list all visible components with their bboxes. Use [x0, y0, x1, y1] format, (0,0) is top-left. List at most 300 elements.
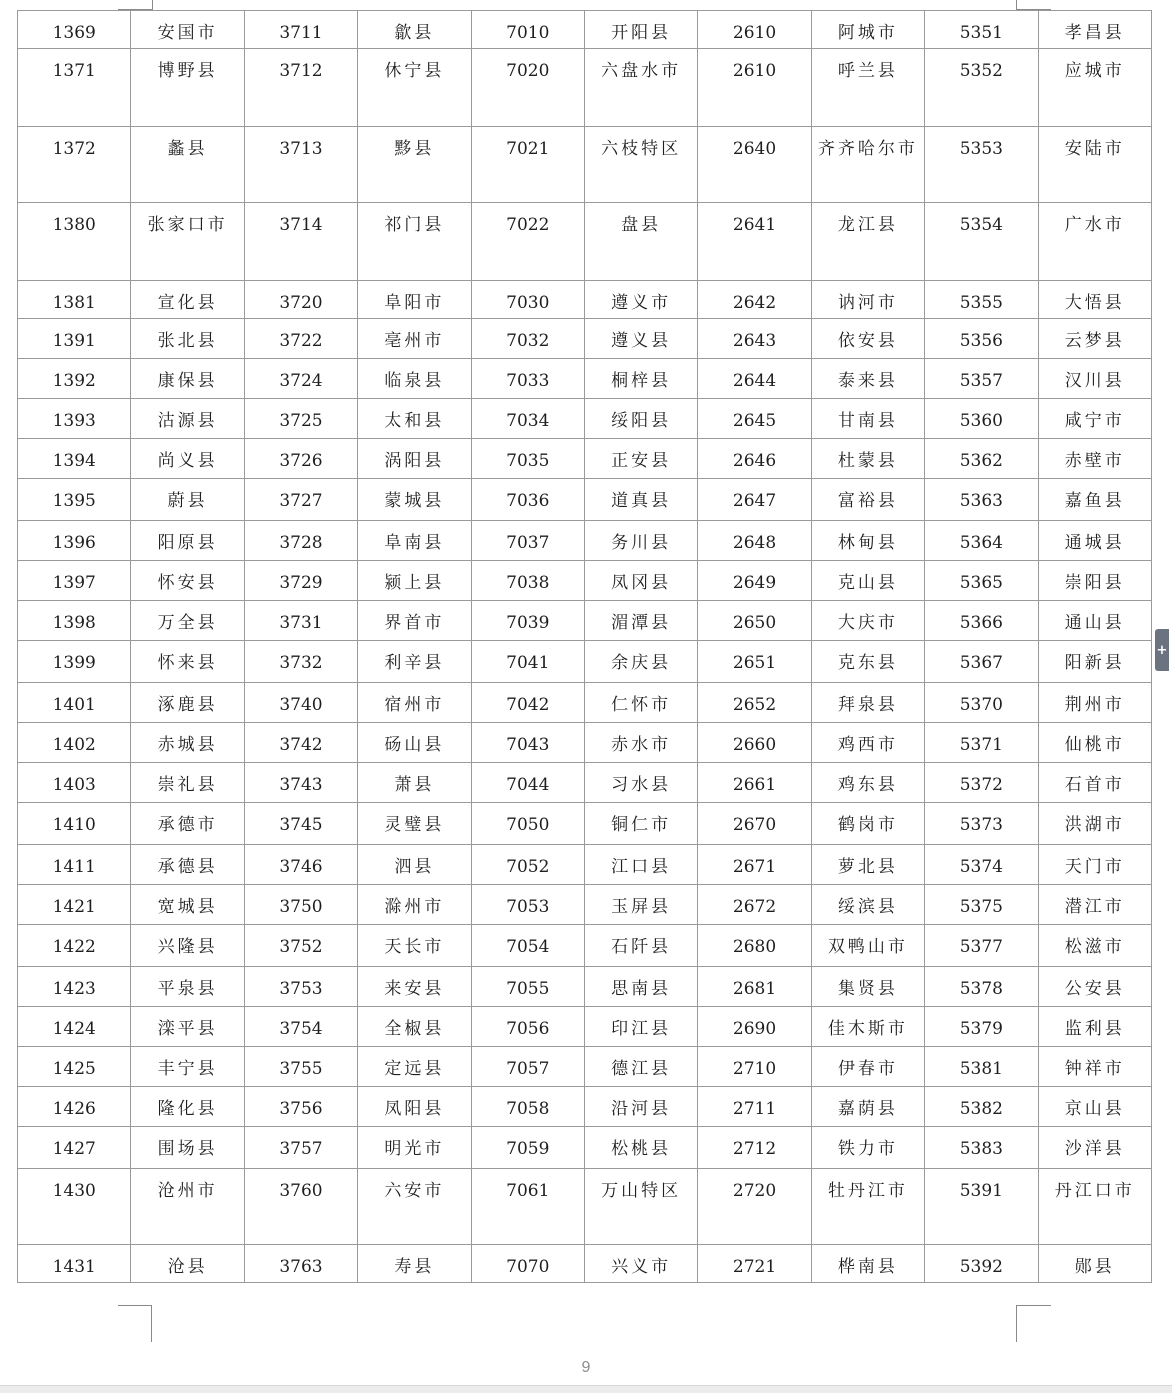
region-name-cell: 通山县	[1038, 601, 1151, 641]
region-code-cell: 2642	[698, 281, 811, 319]
table-row	[18, 641, 1152, 683]
region-name-cell: 呼兰县	[811, 49, 924, 127]
region-name-cell: 寿县	[358, 1245, 471, 1283]
region-name-cell: 仙桃市	[1038, 723, 1151, 763]
region-name-cell: 萝北县	[811, 845, 924, 885]
region-name-cell: 余庆县	[584, 641, 697, 683]
region-code-cell: 7055	[471, 967, 584, 1007]
expand-panel-button[interactable]	[1155, 629, 1169, 671]
table-row	[18, 359, 1152, 399]
table-row	[18, 1007, 1152, 1047]
region-code-cell: 3743	[244, 763, 357, 803]
region-code-cell: 2610	[698, 11, 811, 49]
region-code-cell: 2680	[698, 925, 811, 967]
region-name-cell: 赤壁市	[1038, 439, 1151, 479]
region-name-cell: 泰来县	[811, 359, 924, 399]
region-name-cell: 滦平县	[131, 1007, 244, 1047]
region-code-cell: 1422	[18, 925, 131, 967]
region-name-cell: 齐齐哈尔市	[811, 127, 924, 203]
region-name-cell: 铜仁市	[584, 803, 697, 845]
region-name-cell: 印江县	[584, 1007, 697, 1047]
region-code-cell: 1403	[18, 763, 131, 803]
region-code-cell: 2644	[698, 359, 811, 399]
table-row	[18, 885, 1152, 925]
region-code-cell: 3712	[244, 49, 357, 127]
region-name-cell: 桦南县	[811, 1245, 924, 1283]
region-name-cell: 牡丹江市	[811, 1169, 924, 1245]
region-code-cell: 1411	[18, 845, 131, 885]
region-name-cell: 涿鹿县	[131, 683, 244, 723]
region-code-cell: 7058	[471, 1087, 584, 1127]
crop-mark-top-left	[118, 0, 153, 10]
region-name-cell: 来安县	[358, 967, 471, 1007]
region-name-cell: 张家口市	[131, 203, 244, 281]
region-name-cell: 绥滨县	[811, 885, 924, 925]
region-code-cell: 5379	[925, 1007, 1038, 1047]
region-code-cell: 7043	[471, 723, 584, 763]
table-row	[18, 967, 1152, 1007]
table-row	[18, 319, 1152, 359]
region-code-cell: 5375	[925, 885, 1038, 925]
region-code-cell: 7054	[471, 925, 584, 967]
table-row	[18, 803, 1152, 845]
region-code-cell: 5354	[925, 203, 1038, 281]
region-name-cell: 盘县	[584, 203, 697, 281]
region-code-cell: 3745	[244, 803, 357, 845]
region-code-cell: 3760	[244, 1169, 357, 1245]
region-code-cell: 7042	[471, 683, 584, 723]
table-row	[18, 723, 1152, 763]
region-name-cell: 道真县	[584, 479, 697, 521]
region-name-cell: 歙县	[358, 11, 471, 49]
table-row	[18, 1245, 1152, 1283]
region-name-cell: 沙洋县	[1038, 1127, 1151, 1169]
region-name-cell: 赤城县	[131, 723, 244, 763]
region-code-cell: 3711	[244, 11, 357, 49]
region-name-cell: 利辛县	[358, 641, 471, 683]
region-code-cell: 5360	[925, 399, 1038, 439]
region-name-cell: 桐梓县	[584, 359, 697, 399]
crop-mark-top-right	[1016, 0, 1051, 10]
region-code-table	[17, 10, 1152, 1283]
region-name-cell: 万山特区	[584, 1169, 697, 1245]
region-name-cell: 遵义县	[584, 319, 697, 359]
table-row	[18, 479, 1152, 521]
region-code-cell: 3740	[244, 683, 357, 723]
region-name-cell: 鹤岗市	[811, 803, 924, 845]
region-name-cell: 康保县	[131, 359, 244, 399]
region-code-cell: 2671	[698, 845, 811, 885]
region-name-cell: 沿河县	[584, 1087, 697, 1127]
region-name-cell: 定远县	[358, 1047, 471, 1087]
region-code-cell: 5353	[925, 127, 1038, 203]
region-name-cell: 万全县	[131, 601, 244, 641]
region-name-cell: 承德市	[131, 803, 244, 845]
region-code-cell: 2646	[698, 439, 811, 479]
region-code-cell: 1421	[18, 885, 131, 925]
region-code-cell: 5364	[925, 521, 1038, 561]
region-name-cell: 克东县	[811, 641, 924, 683]
crop-mark-bottom-left	[118, 1305, 152, 1342]
region-code-cell: 1425	[18, 1047, 131, 1087]
table-row	[18, 281, 1152, 319]
table-row	[18, 1169, 1152, 1245]
region-name-cell: 围场县	[131, 1127, 244, 1169]
region-code-cell: 2720	[698, 1169, 811, 1245]
region-code-cell: 3727	[244, 479, 357, 521]
region-name-cell: 安陆市	[1038, 127, 1151, 203]
region-name-cell: 阳原县	[131, 521, 244, 561]
table-row	[18, 1047, 1152, 1087]
region-name-cell: 龙江县	[811, 203, 924, 281]
region-name-cell: 讷河市	[811, 281, 924, 319]
region-name-cell: 鸡西市	[811, 723, 924, 763]
region-name-cell: 六盘水市	[584, 49, 697, 127]
region-code-cell: 1372	[18, 127, 131, 203]
region-name-cell: 松滋市	[1038, 925, 1151, 967]
region-name-cell: 拜泉县	[811, 683, 924, 723]
region-code-cell: 7034	[471, 399, 584, 439]
region-code-cell: 7021	[471, 127, 584, 203]
region-code-cell: 5381	[925, 1047, 1038, 1087]
region-code-cell: 2649	[698, 561, 811, 601]
region-code-cell: 7022	[471, 203, 584, 281]
region-name-cell: 阜南县	[358, 521, 471, 561]
region-code-cell: 1426	[18, 1087, 131, 1127]
region-name-cell: 黟县	[358, 127, 471, 203]
region-name-cell: 明光市	[358, 1127, 471, 1169]
region-name-cell: 江口县	[584, 845, 697, 885]
table-row	[18, 925, 1152, 967]
region-name-cell: 嘉鱼县	[1038, 479, 1151, 521]
region-name-cell: 荆州市	[1038, 683, 1151, 723]
region-name-cell: 通城县	[1038, 521, 1151, 561]
table-row	[18, 399, 1152, 439]
region-code-cell: 7037	[471, 521, 584, 561]
region-name-cell: 沽源县	[131, 399, 244, 439]
region-name-cell: 石阡县	[584, 925, 697, 967]
region-code-cell: 2648	[698, 521, 811, 561]
region-code-cell: 3756	[244, 1087, 357, 1127]
region-code-cell: 1401	[18, 683, 131, 723]
region-name-cell: 沧县	[131, 1245, 244, 1283]
region-code-cell: 7050	[471, 803, 584, 845]
table-row	[18, 845, 1152, 885]
region-name-cell: 监利县	[1038, 1007, 1151, 1047]
region-name-cell: 丰宁县	[131, 1047, 244, 1087]
region-name-cell: 应城市	[1038, 49, 1151, 127]
region-code-cell: 1371	[18, 49, 131, 127]
region-code-cell: 2645	[698, 399, 811, 439]
region-name-cell: 甘南县	[811, 399, 924, 439]
region-code-cell: 1427	[18, 1127, 131, 1169]
region-name-cell: 公安县	[1038, 967, 1151, 1007]
region-name-cell: 丹江口市	[1038, 1169, 1151, 1245]
region-name-cell: 萧县	[358, 763, 471, 803]
region-code-cell: 7053	[471, 885, 584, 925]
region-code-cell: 3755	[244, 1047, 357, 1087]
region-code-cell: 3720	[244, 281, 357, 319]
region-code-cell: 2610	[698, 49, 811, 127]
region-name-cell: 大庆市	[811, 601, 924, 641]
region-code-cell: 3728	[244, 521, 357, 561]
region-code-cell: 7033	[471, 359, 584, 399]
region-code-cell: 1396	[18, 521, 131, 561]
region-name-cell: 兴义市	[584, 1245, 697, 1283]
region-code-cell: 1393	[18, 399, 131, 439]
region-name-cell: 石首市	[1038, 763, 1151, 803]
region-code-cell: 5374	[925, 845, 1038, 885]
table-row	[18, 683, 1152, 723]
region-name-cell: 依安县	[811, 319, 924, 359]
region-code-cell: 7035	[471, 439, 584, 479]
region-code-cell: 2652	[698, 683, 811, 723]
crop-mark-bottom-right	[1016, 1305, 1051, 1342]
region-name-cell: 遵义市	[584, 281, 697, 319]
region-name-cell: 兴隆县	[131, 925, 244, 967]
region-code-cell: 1423	[18, 967, 131, 1007]
region-name-cell: 全椒县	[358, 1007, 471, 1047]
region-name-cell: 佳木斯市	[811, 1007, 924, 1047]
region-name-cell: 亳州市	[358, 319, 471, 359]
region-code-cell: 5365	[925, 561, 1038, 601]
region-name-cell: 大悟县	[1038, 281, 1151, 319]
region-code-cell: 1391	[18, 319, 131, 359]
region-name-cell: 崇礼县	[131, 763, 244, 803]
region-name-cell: 涡阳县	[358, 439, 471, 479]
region-name-cell: 崇阳县	[1038, 561, 1151, 601]
region-code-cell: 3763	[244, 1245, 357, 1283]
region-code-cell: 1394	[18, 439, 131, 479]
region-name-cell: 富裕县	[811, 479, 924, 521]
region-name-cell: 集贤县	[811, 967, 924, 1007]
region-code-cell: 7052	[471, 845, 584, 885]
region-code-cell: 2712	[698, 1127, 811, 1169]
region-code-cell: 2661	[698, 763, 811, 803]
table-row	[18, 439, 1152, 479]
region-code-cell: 7032	[471, 319, 584, 359]
region-code-cell: 5392	[925, 1245, 1038, 1283]
table-row	[18, 1127, 1152, 1169]
region-code-cell: 2721	[698, 1245, 811, 1283]
region-code-cell: 5382	[925, 1087, 1038, 1127]
region-name-cell: 嘉荫县	[811, 1087, 924, 1127]
region-code-cell: 5377	[925, 925, 1038, 967]
region-code-cell: 1431	[18, 1245, 131, 1283]
region-name-cell: 思南县	[584, 967, 697, 1007]
region-code-cell: 5378	[925, 967, 1038, 1007]
region-code-cell: 2690	[698, 1007, 811, 1047]
region-name-cell: 六枝特区	[584, 127, 697, 203]
region-name-cell: 伊春市	[811, 1047, 924, 1087]
region-name-cell: 汉川县	[1038, 359, 1151, 399]
region-code-cell: 3729	[244, 561, 357, 601]
region-code-cell: 3724	[244, 359, 357, 399]
table-row	[18, 601, 1152, 641]
region-code-cell: 5372	[925, 763, 1038, 803]
table-row	[18, 561, 1152, 601]
region-name-cell: 天长市	[358, 925, 471, 967]
region-code-cell: 7039	[471, 601, 584, 641]
region-name-cell: 玉屏县	[584, 885, 697, 925]
region-name-cell: 承德县	[131, 845, 244, 885]
region-code-cell: 2660	[698, 723, 811, 763]
region-code-cell: 3714	[244, 203, 357, 281]
region-code-cell: 3726	[244, 439, 357, 479]
region-name-cell: 京山县	[1038, 1087, 1151, 1127]
region-code-cell: 1380	[18, 203, 131, 281]
region-name-cell: 蠡县	[131, 127, 244, 203]
region-code-cell: 1369	[18, 11, 131, 49]
region-code-cell: 1430	[18, 1169, 131, 1245]
region-name-cell: 湄潭县	[584, 601, 697, 641]
region-code-cell: 5383	[925, 1127, 1038, 1169]
plus-icon: +	[1156, 642, 1168, 658]
region-code-cell: 7020	[471, 49, 584, 127]
region-code-cell: 2640	[698, 127, 811, 203]
region-name-cell: 阜阳市	[358, 281, 471, 319]
region-name-cell: 凤冈县	[584, 561, 697, 601]
region-code-cell: 3752	[244, 925, 357, 967]
region-name-cell: 尚义县	[131, 439, 244, 479]
region-code-cell: 1402	[18, 723, 131, 763]
region-name-cell: 务川县	[584, 521, 697, 561]
region-name-cell: 临泉县	[358, 359, 471, 399]
region-code-cell: 2711	[698, 1087, 811, 1127]
region-code-cell: 3742	[244, 723, 357, 763]
region-code-cell: 3754	[244, 1007, 357, 1047]
region-name-cell: 滁州市	[358, 885, 471, 925]
region-name-cell: 宽城县	[131, 885, 244, 925]
region-name-cell: 咸宁市	[1038, 399, 1151, 439]
region-code-cell: 7030	[471, 281, 584, 319]
table-row	[18, 1087, 1152, 1127]
region-name-cell: 德江县	[584, 1047, 697, 1087]
region-name-cell: 隆化县	[131, 1087, 244, 1127]
region-name-cell: 云梦县	[1038, 319, 1151, 359]
region-name-cell: 凤阳县	[358, 1087, 471, 1127]
region-name-cell: 泗县	[358, 845, 471, 885]
region-name-cell: 广水市	[1038, 203, 1151, 281]
region-code-cell: 7061	[471, 1169, 584, 1245]
region-code-cell: 5351	[925, 11, 1038, 49]
region-name-cell: 正安县	[584, 439, 697, 479]
region-name-cell: 颍上县	[358, 561, 471, 601]
region-name-cell: 张北县	[131, 319, 244, 359]
region-name-cell: 潜江市	[1038, 885, 1151, 925]
region-code-cell: 7070	[471, 1245, 584, 1283]
region-name-cell: 郧县	[1038, 1245, 1151, 1283]
table-row	[18, 521, 1152, 561]
region-code-cell: 7059	[471, 1127, 584, 1169]
region-code-cell: 1397	[18, 561, 131, 601]
region-code-cell: 1395	[18, 479, 131, 521]
region-code-cell: 1410	[18, 803, 131, 845]
region-code-cell: 3725	[244, 399, 357, 439]
region-code-cell: 7010	[471, 11, 584, 49]
region-code-cell: 3722	[244, 319, 357, 359]
region-name-cell: 绥阳县	[584, 399, 697, 439]
region-code-cell: 3750	[244, 885, 357, 925]
region-name-cell: 安国市	[131, 11, 244, 49]
region-code-cell: 7038	[471, 561, 584, 601]
region-code-cell: 3732	[244, 641, 357, 683]
region-name-cell: 阿城市	[811, 11, 924, 49]
region-code-cell: 1381	[18, 281, 131, 319]
region-code-cell: 3757	[244, 1127, 357, 1169]
region-name-cell: 阳新县	[1038, 641, 1151, 683]
region-code-cell: 5371	[925, 723, 1038, 763]
region-name-cell: 砀山县	[358, 723, 471, 763]
region-code-cell: 5391	[925, 1169, 1038, 1245]
region-code-cell: 2650	[698, 601, 811, 641]
region-code-cell: 2651	[698, 641, 811, 683]
table-row	[18, 49, 1152, 127]
region-code-cell: 7041	[471, 641, 584, 683]
region-code-cell: 5352	[925, 49, 1038, 127]
region-name-cell: 祁门县	[358, 203, 471, 281]
table-row	[18, 203, 1152, 281]
region-name-cell: 界首市	[358, 601, 471, 641]
region-code-cell: 1399	[18, 641, 131, 683]
region-name-cell: 怀来县	[131, 641, 244, 683]
region-code-cell: 5362	[925, 439, 1038, 479]
table-body	[18, 11, 1152, 1283]
region-name-cell: 宿州市	[358, 683, 471, 723]
region-code-cell: 5367	[925, 641, 1038, 683]
region-code-cell: 2643	[698, 319, 811, 359]
region-name-cell: 平泉县	[131, 967, 244, 1007]
region-name-cell: 怀安县	[131, 561, 244, 601]
region-code-cell: 5373	[925, 803, 1038, 845]
region-code-cell: 5357	[925, 359, 1038, 399]
table-row	[18, 127, 1152, 203]
region-code-cell: 2647	[698, 479, 811, 521]
region-code-cell: 2672	[698, 885, 811, 925]
region-name-cell: 太和县	[358, 399, 471, 439]
region-code-cell: 5366	[925, 601, 1038, 641]
region-name-cell: 宣化县	[131, 281, 244, 319]
region-name-cell: 克山县	[811, 561, 924, 601]
region-name-cell: 沧州市	[131, 1169, 244, 1245]
region-code-cell: 1424	[18, 1007, 131, 1047]
page-number: 9	[581, 1359, 591, 1376]
region-code-cell: 1398	[18, 601, 131, 641]
region-name-cell: 洪湖市	[1038, 803, 1151, 845]
table-row	[18, 763, 1152, 803]
region-name-cell: 林甸县	[811, 521, 924, 561]
region-code-cell: 5363	[925, 479, 1038, 521]
region-name-cell: 铁力市	[811, 1127, 924, 1169]
region-name-cell: 博野县	[131, 49, 244, 127]
region-code-cell: 2670	[698, 803, 811, 845]
region-code-cell: 5355	[925, 281, 1038, 319]
region-name-cell: 开阳县	[584, 11, 697, 49]
region-name-cell: 松桃县	[584, 1127, 697, 1169]
table-row	[18, 11, 1152, 49]
region-name-cell: 六安市	[358, 1169, 471, 1245]
region-code-cell: 3713	[244, 127, 357, 203]
region-code-cell: 3753	[244, 967, 357, 1007]
region-code-cell: 2710	[698, 1047, 811, 1087]
region-code-cell: 2641	[698, 203, 811, 281]
region-name-cell: 赤水市	[584, 723, 697, 763]
region-name-cell: 天门市	[1038, 845, 1151, 885]
region-code-cell: 7057	[471, 1047, 584, 1087]
region-code-cell: 3746	[244, 845, 357, 885]
region-name-cell: 习水县	[584, 763, 697, 803]
region-code-cell: 7044	[471, 763, 584, 803]
